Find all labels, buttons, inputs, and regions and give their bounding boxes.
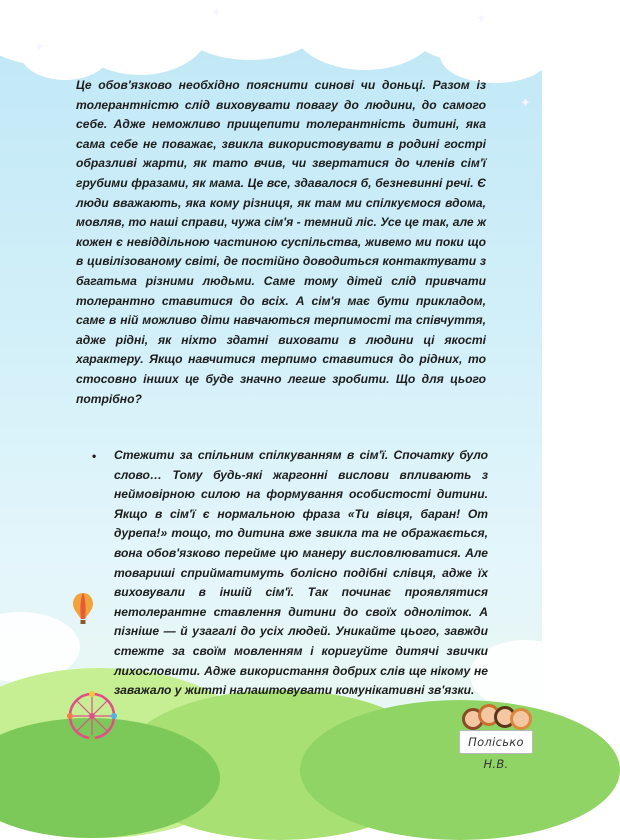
star-icon: ✦ [211,5,222,20]
hot-air-balloon-icon [72,592,94,626]
star-icon: ✦ [476,11,487,26]
child-illustration [510,708,532,730]
author-signature-label: Полісько Н.В. [459,730,533,754]
hill [300,700,620,840]
star-icon: ✦ [520,95,531,110]
star-icon: ✦ [34,39,45,54]
tips-list [92,446,488,701]
tip-text: Стежити за спільним спілкуванням в сім'ї. Спочатку було слово… Тому будь-які жаргонні вислови впливають з неймовірною силою на формування особистості дитини. Якщо в сім'ї є нормальною фраза «Ти вівця, баран! От дурепа!» тощо, то дитина вже звикла та не ображається, вона обов'язково перейме цю манеру висловлюватися. Але товариші сприйматимуть болісно подібні слівця, адже їх виховували в іншій сім'ї. Так починає проявлятися нетолерантне ставлення дитини до своїх одноліток. А пізніше — й узагалі до усіх людей. Уникайте цього, завжди стежте за своїм мовленням і коригуйте дитячі звички лихословити. Адже використання добрих слів ще нікому не заважало у житті налаштовувати комунікативні зв'язки. [114,448,488,698]
list-item [92,446,488,701]
intro-paragraph: Це обов'язково необхідно пояснити синові чи доньці. Разом із толерантністю слід виховувати повагу до людини, до самого себе. Адже неможливо прищепити толерантність дитині, яка сама себе не поважає, звикла використовувати в родині гострі образливі жарти, як тато вчив, чи звертатися до членів сім'ї грубими фразами, як мама. Це все, здавалося б, безневинні речі. Є люди вважають, яка кому різниця, як там ми спілкуємося вдома, мовляв, то наші справи, чужа сім'я - темний ліс. Усе це так, але ж кожен є невіддільною частиною суспільства, живемо ми поки що в цивілізованому світі, де постійно доводиться контактувати з багатьма різними людьми. Саме тому дітей слід привчати толерантно ставитися до всіх. А сім'я має бути прикладом, саме в ній можливо діти навчаються терпимості та співчуття, адже рідні, як ніхто здатні виховати в людини ці якості характеру. Якщо навчитися терпимо ставитися до рідних, то стосовно інших це буде значно легше зробити. Що для цього потрібно? [76,78,486,406]
bullet-icon: • [92,449,97,463]
cloud [440,28,550,83]
